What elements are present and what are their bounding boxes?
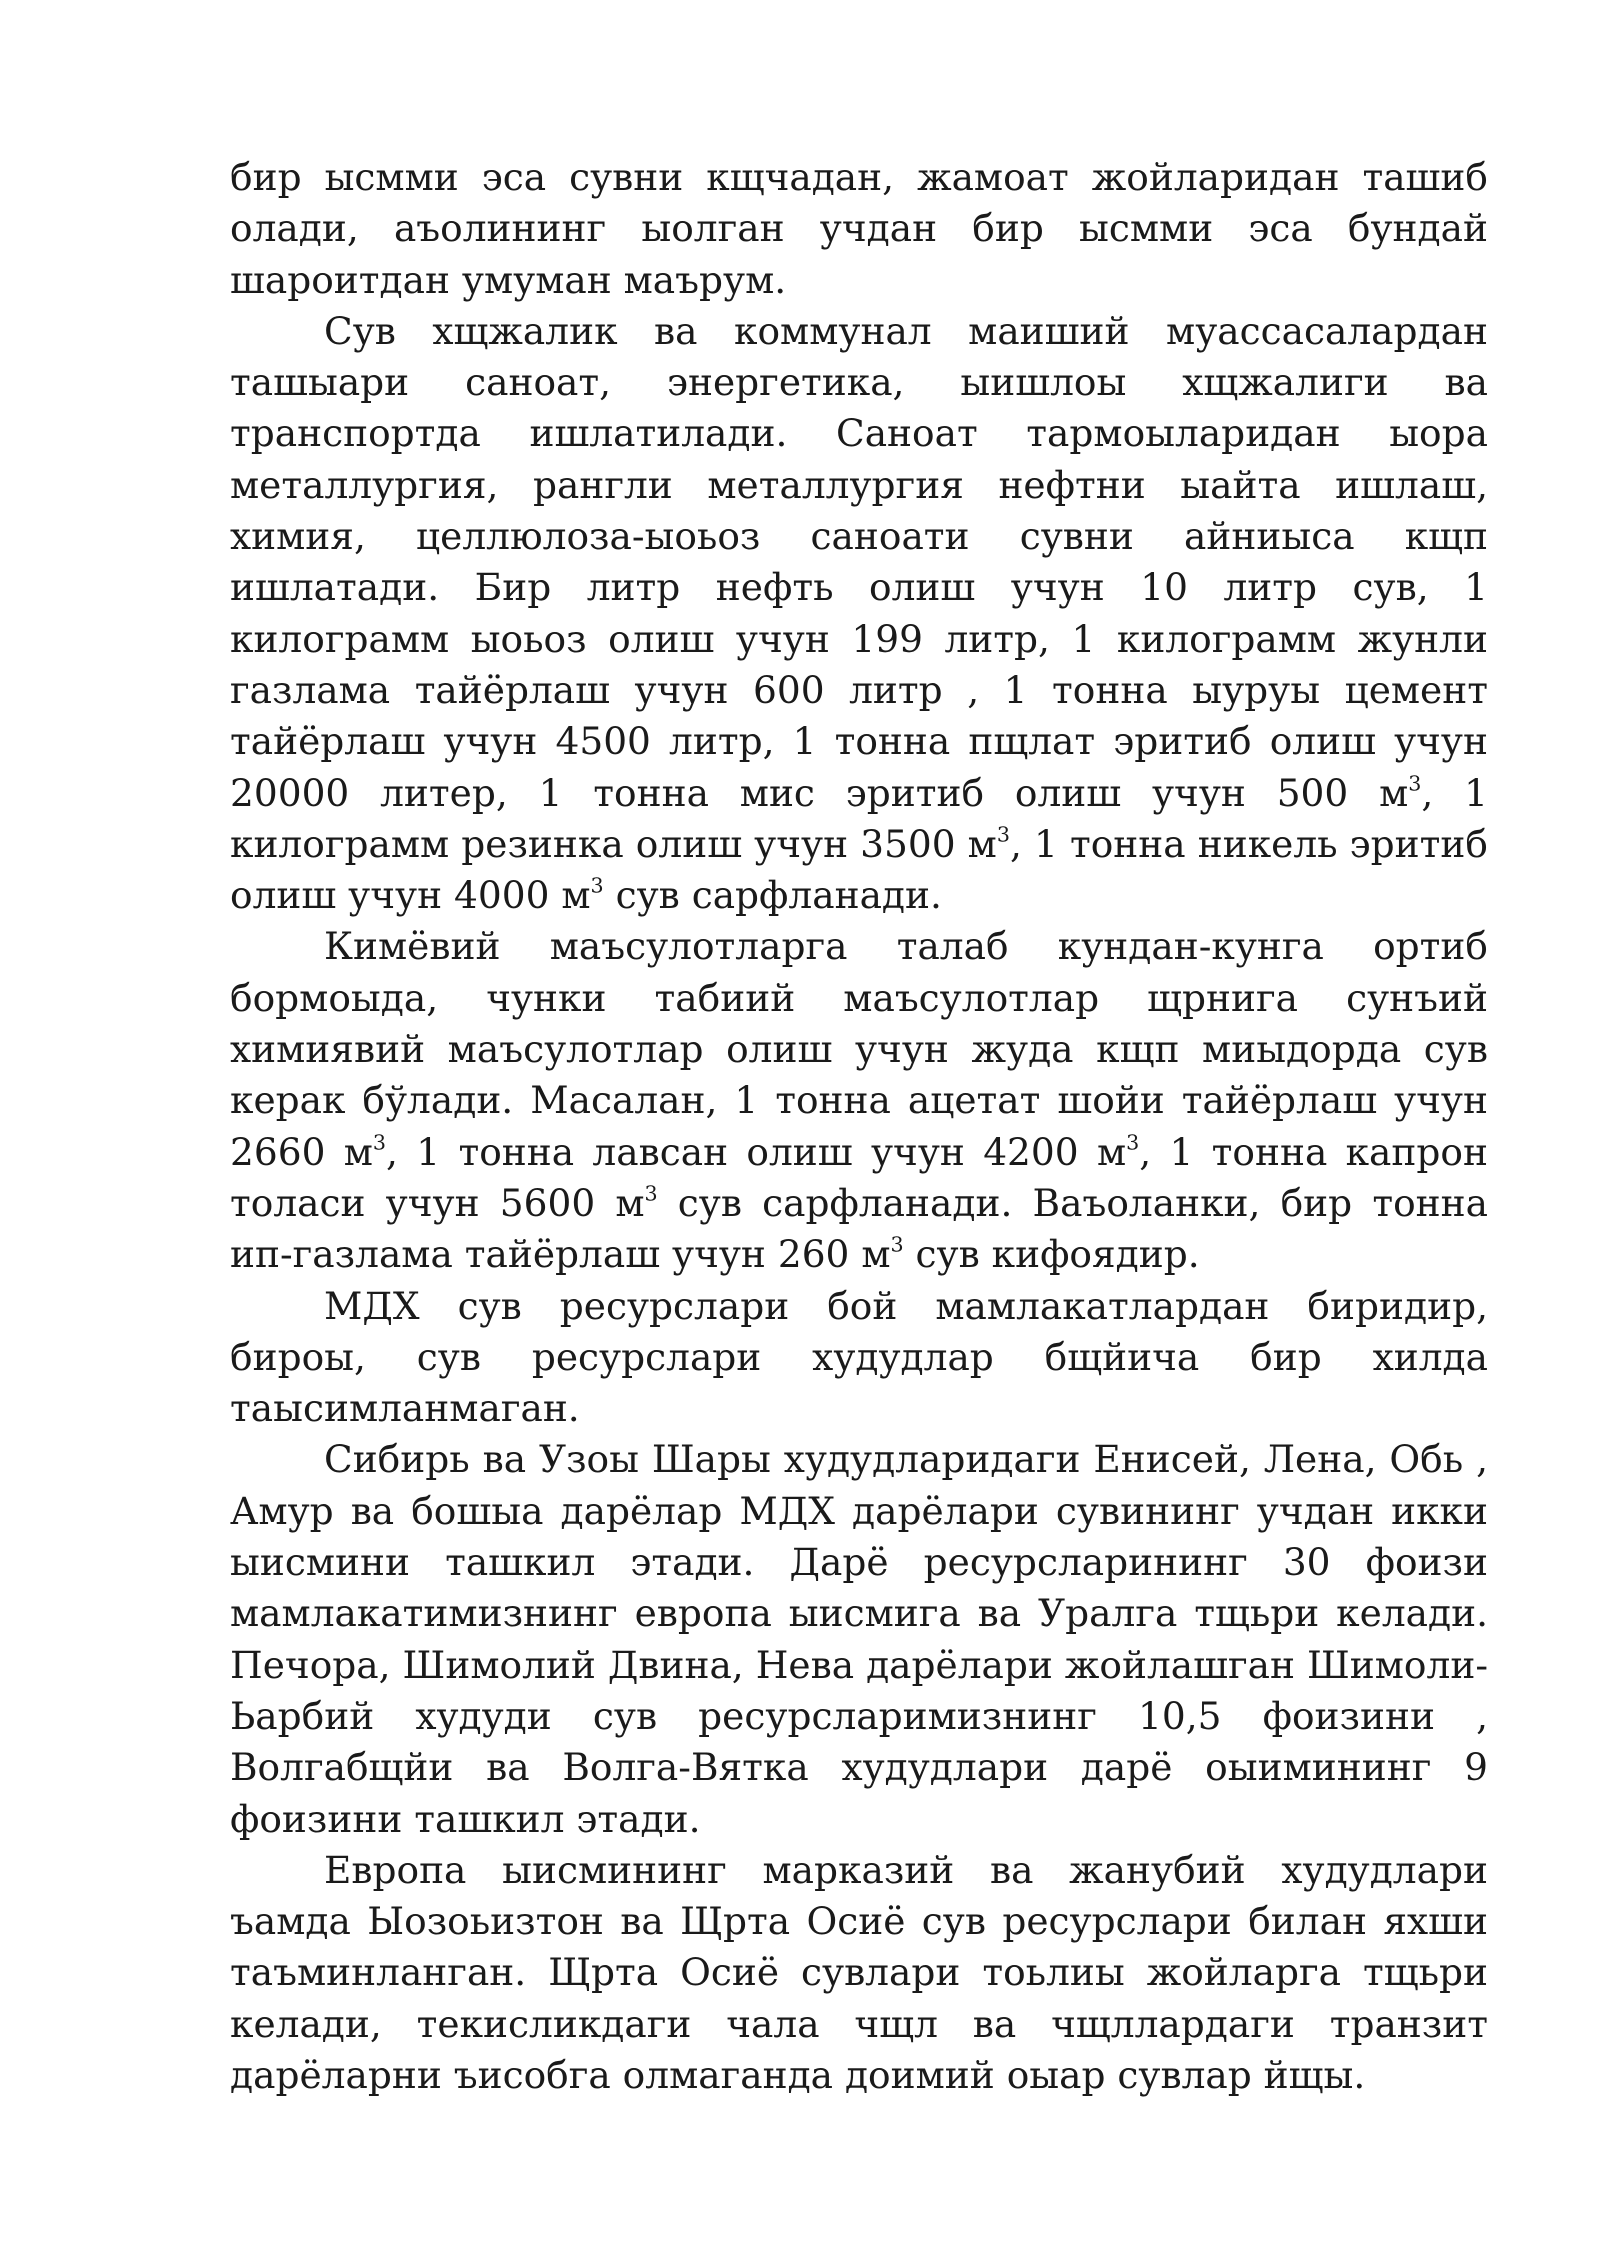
text-run: бир ысмми эса сувни кщчадан, жамоат жойларидан ташиб олади, аъолининг ыолган учдан бир ысмми эса бундай шароитдан умуман маърум.: [230, 155, 1488, 302]
superscript: 3: [1408, 771, 1422, 796]
superscript: 3: [372, 1130, 387, 1155]
text-run: Сибирь ва Узоы Шары худудларидаги Енисей, Лена, Обь , Амур ва бошыа дарёлар МДХ дарёлари сувининг учдан икки ыисмини ташкил этади. Дарё ресурсларининг 30 фоизи мамлакатимизнинг европа ыисмига ва Уралга тщьри келади. Печора, Шимолий Двина, Нева дарёлари жойлашган Шимоли-Ьарбий худуди сув ресурсларимизнинг 10,5 фоизини , Волгабщйи ва Волга-Вятка худудлари дарё оыимининг 9 фоизини ташкил этади.: [230, 1437, 1488, 1841]
superscript: 3: [1126, 1130, 1140, 1155]
superscript: 3: [644, 1181, 658, 1206]
superscript: 3: [996, 822, 1010, 847]
superscript: 3: [890, 1232, 904, 1257]
text-run: Европа ыисмининг марказий ва жанубий худудлари ъамда Ыозоьизтон ва Щрта Осиё сув ресурслари билан яхши таъминланган. Щрта Осиё сувлари тоьлиы жойларга тщьри келади, текисликдаги чала чщл ва чщллардаги транзит дарёларни ъисобга олмаганда доимий оыар сувлар йщы.: [230, 1847, 1488, 2097]
text-run: Кимёвий маъсулотларга талаб кундан-кунга ортиб бормоыда, чунки табиий маъсулотлар щрнига сунъий химиявий маъсулотлар олиш учун жуда кщп миыдорда сув керак бўлади. Масалан, 1 тонна ацетат шойи тайёрлаш учун 2660 м: [230, 924, 1488, 1174]
paragraph: [230, 306, 1488, 922]
paragraph: [230, 1434, 1488, 1844]
text-run: , 1 килограмм резинка олиш учун 3500 м: [230, 770, 1488, 866]
text-run: Сув хщжалик ва коммунал маиший муассасалардан ташыари саноат, энергетика, ыишлоы хщжалиги ва транспортда ишлатилади. Саноат тармоыларидан ыора металлургия, рангли металлургия нефтни ыайта ишлаш, химия, целлюлоза-ыоьоз саноати сувни айниыса кщп ишлатади. Бир литр нефть олиш учун 10 литр сув, 1 килограмм ыоьоз олиш учун 199 литр, 1 килограмм жунли газлама тайёрлаш учун 600 литр , 1 тонна ыуруы цемент тайёрлаш учун 4500 литр, 1 тонна пщлат эритиб олиш учун 20000 литер, 1 тонна мис эритиб олиш учун 500 м: [230, 308, 1488, 815]
paragraph: [230, 1281, 1488, 1435]
text-run: , 1 тонна никель эритиб олиш учун 4000 м: [230, 821, 1488, 918]
text-run: , 1 тонна лавсан олиш учун 4200 м: [386, 1129, 1127, 1174]
text-run: МДХ сув ресурслари бой мамлакатлардан биридир, бироы, сув ресурслари худудлар бщйича бир хилда таысимланмаган.: [230, 1283, 1488, 1431]
superscript: 3: [590, 873, 604, 898]
text-run: , 1 тонна капрон толаси учун 5600 м: [230, 1129, 1488, 1225]
document-page: [230, 152, 1488, 2101]
text-run: сув сарфланади.: [603, 873, 942, 918]
paragraph: [230, 152, 1488, 306]
paragraph: [230, 1845, 1488, 2101]
text-run: сув сарфланади. Ваъоланки, бир тонна ип-газлама тайёрлаш учун 260 м: [230, 1180, 1488, 1277]
text-run: сув кифоядир.: [903, 1232, 1200, 1277]
paragraph: [230, 921, 1488, 1280]
